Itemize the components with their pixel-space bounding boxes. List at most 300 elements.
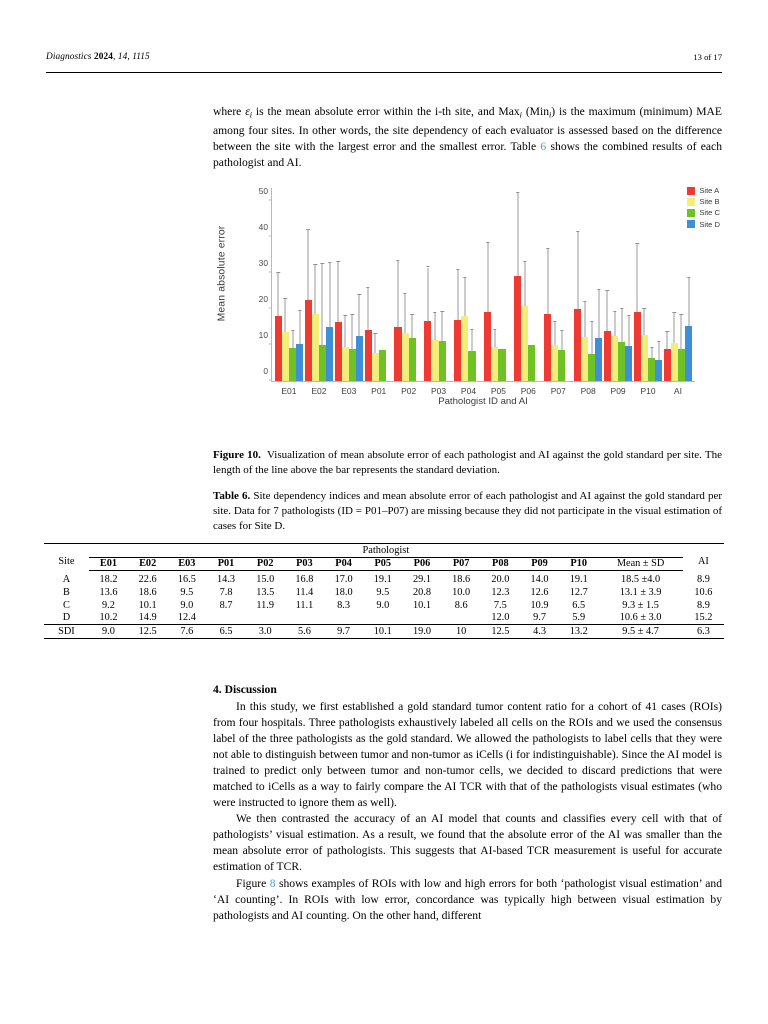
bar-group <box>454 188 484 396</box>
bar-site-c <box>439 341 446 381</box>
bar-groups <box>272 188 695 396</box>
figure-10 <box>213 182 722 414</box>
x-axis-tick-label: P08 <box>580 386 596 396</box>
error-bar <box>517 193 518 276</box>
legend-swatch-icon <box>687 187 695 195</box>
bar-site-a <box>604 331 611 381</box>
bar-site-d <box>655 360 662 381</box>
table-header-col-e02: E02 <box>128 557 167 571</box>
bar-slot <box>439 188 446 381</box>
error-bar-cap <box>590 321 593 322</box>
bar-site-c <box>498 349 505 381</box>
y-axis-tick-mark <box>269 236 272 237</box>
table-header-group-row <box>44 544 724 558</box>
bar-slot <box>335 188 342 381</box>
bar-slot <box>544 188 551 381</box>
bar-slot <box>275 188 282 381</box>
bar-slot <box>506 188 513 381</box>
bar-site-b <box>581 337 588 381</box>
bar-slot <box>641 188 648 381</box>
y-axis-tick-label: 0 <box>263 366 268 376</box>
table-header-site: Site <box>44 544 89 571</box>
x-axis-tick-label: E01 <box>281 386 297 396</box>
error-bar <box>621 309 622 342</box>
journal-year: 2024 <box>93 52 113 62</box>
table-cell-sdi-value: 10.1 <box>363 625 402 639</box>
table-cell-sdi-value: 13.2 <box>559 625 598 639</box>
table-header-col-p01: P01 <box>206 557 245 571</box>
error-bar-cap <box>643 308 646 309</box>
bar-group <box>573 188 603 396</box>
error-bar-cap <box>321 263 324 264</box>
table-cell-value: 18.0 <box>334 587 353 599</box>
journal-article: 1115 <box>132 52 150 62</box>
table-cell-ai: 8.9 <box>696 574 710 586</box>
error-bar-cap <box>597 289 600 290</box>
error-bar-cap <box>307 229 310 230</box>
bar-group <box>483 188 513 396</box>
error-bar <box>472 330 473 352</box>
error-bar-cap <box>636 243 639 244</box>
table-cell-site: C <box>63 599 70 611</box>
x-axis-tick-label: P09 <box>610 386 626 396</box>
error-bar-cap <box>673 312 676 313</box>
error-bar <box>359 295 360 336</box>
table-cell-value: 10.1 <box>138 599 157 611</box>
table-cell-value: 7.8 <box>219 587 233 599</box>
error-bar-cap <box>291 330 294 331</box>
table-cell-value: 7.5 <box>493 599 507 611</box>
error-bar-cap <box>351 314 354 315</box>
bar-slot <box>565 188 572 381</box>
y-axis-tick-label: 20 <box>258 294 268 305</box>
error-bar-cap <box>553 321 556 322</box>
error-bar-cap <box>277 272 280 273</box>
discussion-paragraph-3 <box>213 876 722 924</box>
bar-site-c <box>528 345 535 381</box>
bar-site-a <box>424 321 431 381</box>
bar-site-d <box>595 338 602 381</box>
bar-site-a <box>634 312 641 381</box>
bar-group <box>424 188 454 396</box>
x-axis-tick-label: E02 <box>311 386 327 396</box>
discussion-section <box>213 683 722 924</box>
error-bar <box>368 288 369 330</box>
legend-item <box>687 197 720 206</box>
error-bar-cap <box>396 260 399 261</box>
table-header-col-p05: P05 <box>363 557 402 571</box>
table-cell-value: 12.6 <box>530 587 549 599</box>
table-cell-value: 14.3 <box>217 574 236 586</box>
error-bar <box>667 332 668 349</box>
bar-slot <box>588 188 595 381</box>
error-bar-cap <box>470 329 473 330</box>
discussion-paragraph-2: We then contrasted the accuracy of an AI model that counts and classifies every cell with that of pathologists’ visual estimation. As a result, we found that the absolute error of the AI was smaller than the mean absolute error of pathologists. This suggests that AI-based TCR measurement is useful for accurate estimation of TCR. <box>213 812 722 874</box>
bar-slot <box>305 188 312 381</box>
legend-item <box>687 220 720 229</box>
bar-site-d <box>685 326 692 381</box>
error-bar <box>598 290 599 338</box>
error-bar-cap <box>620 308 623 309</box>
plot-area <box>258 186 695 396</box>
y-axis-tick-label: 40 <box>258 222 268 233</box>
figure-8-crossref-link[interactable]: 8 <box>269 876 276 890</box>
table-cell-value <box>324 611 363 624</box>
bar-group <box>334 188 364 396</box>
table-cell-value: 18.6 <box>138 587 157 599</box>
table-cell-value <box>442 611 481 624</box>
bar-site-b <box>402 333 409 382</box>
bar-site-c <box>618 342 625 381</box>
table-cell-value: 11.1 <box>295 599 314 611</box>
section-heading-discussion: 4. Discussion <box>213 683 277 696</box>
journal-citation: Diagnostics 2024, 14, 1115 <box>46 52 150 62</box>
table-cell-sdi-value: 3.0 <box>246 625 285 639</box>
bar-site-c <box>588 354 595 381</box>
bar-slot <box>326 188 333 381</box>
table-cell-site: D <box>62 612 71 624</box>
bar-site-c <box>648 358 655 381</box>
bar-slot <box>648 188 655 381</box>
figure-10-caption <box>213 448 722 478</box>
error-bar-cap <box>583 301 586 302</box>
table-cell-value: 8.3 <box>337 599 351 611</box>
x-axis-tick-label: P05 <box>490 386 506 396</box>
bar-site-b <box>641 335 648 381</box>
x-axis-tick-label: P02 <box>401 386 417 396</box>
table-header-col-e03: E03 <box>167 557 206 571</box>
error-bar <box>561 331 562 350</box>
y-axis-tick-mark <box>269 308 272 309</box>
error-bar <box>292 331 293 348</box>
table-cell-value <box>246 611 285 624</box>
table-cell-value: 16.5 <box>177 574 196 586</box>
y-axis-tick-label: 50 <box>258 186 268 197</box>
bar-slot <box>349 188 356 381</box>
bar-slot <box>491 188 498 381</box>
y-axis-tick-mark <box>269 380 272 381</box>
bar-group <box>304 188 334 396</box>
table-bottom-rule-cell <box>44 638 724 640</box>
bar-slot <box>551 188 558 381</box>
bar-slot <box>416 188 423 381</box>
bar-slot <box>342 188 349 381</box>
table-cell-value: 10.0 <box>452 587 471 599</box>
error-bar <box>688 278 689 327</box>
error-bar <box>285 299 286 332</box>
bar-slot <box>282 188 289 381</box>
x-axis-tick-label: P06 <box>520 386 536 396</box>
error-bar <box>457 270 458 320</box>
bar-slot <box>521 188 528 381</box>
error-bar <box>278 273 279 315</box>
bar-site-b <box>491 347 498 381</box>
table-cell-value: 6.5 <box>572 599 586 611</box>
intro-text-5: shows the combined results of each pathologist and AI. <box>213 140 722 170</box>
bar-group <box>274 188 304 396</box>
bar-slot <box>604 188 611 381</box>
table-cell-sdi-value: 4.3 <box>520 625 559 639</box>
table-cell-value: 9.5 <box>376 587 390 599</box>
x-axis-tick-label: AI <box>673 386 682 396</box>
bar-slot <box>296 188 303 381</box>
table-row-sdi <box>44 625 724 639</box>
table-cell-value <box>206 611 245 624</box>
bar-slot <box>655 188 662 381</box>
journal-name: Diagnostics <box>46 52 92 62</box>
error-bar-cap <box>546 248 549 249</box>
error-bar <box>329 263 330 328</box>
bar-slot <box>424 188 431 381</box>
bar-site-a <box>365 330 372 381</box>
bar-site-c <box>319 345 326 381</box>
bar-slot <box>664 188 671 381</box>
table-cell-value: 14.0 <box>530 574 549 586</box>
legend-label: Site C <box>699 208 720 218</box>
y-axis-label: Mean absolute error <box>216 225 228 322</box>
bar-site-b <box>521 306 528 381</box>
error-bar <box>442 312 443 341</box>
error-bar-cap <box>650 347 653 348</box>
table-header-columns-row <box>44 557 724 571</box>
error-bar-cap <box>627 315 630 316</box>
error-bar-cap <box>336 261 339 262</box>
bar-group <box>543 188 573 396</box>
legend-swatch-icon <box>687 220 695 228</box>
table-cell-ai: 15.2 <box>694 612 713 624</box>
bar-group <box>394 188 424 396</box>
table-cell-value: 22.6 <box>138 574 157 586</box>
table-cell-ai: 10.6 <box>694 587 713 599</box>
table-cell-value: 15.0 <box>256 574 275 586</box>
table-header-col-p08: P08 <box>481 557 520 571</box>
intro-text-4: ) is the maximum (minimum) MAE among four sites. In other words, the site dependency of each evaluator is assessed based on the difference between the site with the largest error and the smallest error. Table <box>213 105 722 154</box>
error-bar-cap <box>486 242 489 243</box>
table-cell-mean-sd: 13.1 ± 3.9 <box>619 587 662 599</box>
error-bar <box>487 243 488 312</box>
bar-site-a <box>305 300 312 381</box>
intro-text-2: is the mean absolute error within the i-th site, and Max <box>252 105 520 118</box>
error-bar <box>681 315 682 349</box>
error-bar <box>375 334 376 353</box>
table-cell-sdi-ai: 6.3 <box>683 625 724 639</box>
table-row <box>44 611 724 624</box>
bar-slot <box>461 188 468 381</box>
table-header-col-e01: E01 <box>89 557 128 571</box>
error-bar <box>412 315 413 339</box>
error-bar-cap <box>516 192 519 193</box>
x-axis-tick-label: P04 <box>460 386 477 396</box>
running-header <box>46 52 722 62</box>
chart-legend <box>687 186 720 229</box>
error-bar-cap <box>657 341 660 342</box>
table-header-pathologist-group: Pathologist <box>89 544 683 558</box>
bar-site-c <box>289 348 296 381</box>
bar-slot <box>446 188 453 381</box>
table-cell-value: 10.2 <box>99 612 118 624</box>
table-6-wrapper <box>44 543 724 640</box>
y-axis-tick-mark <box>269 200 272 201</box>
table-6-label: Table 6. <box>213 490 251 502</box>
table-cell-value: 12.4 <box>177 612 196 624</box>
table-cell-site: B <box>63 587 70 599</box>
table-cell-value: 9.7 <box>533 612 546 624</box>
bar-slot <box>394 188 401 381</box>
epsilon-symbol: ε <box>245 105 250 118</box>
bar-site-d <box>326 327 333 381</box>
bar-site-d <box>296 344 303 381</box>
error-bar <box>628 316 629 346</box>
legend-swatch-icon <box>687 198 695 206</box>
bar-site-c <box>349 349 356 381</box>
bar-group <box>633 188 663 396</box>
y-axis-tick-mark <box>269 272 272 273</box>
error-bar-cap <box>314 264 317 265</box>
bar-site-b <box>461 316 468 381</box>
bar-site-c <box>558 350 565 381</box>
table-cell-value: 18.6 <box>452 574 471 586</box>
table-row <box>44 586 724 599</box>
x-axis-tick-label: P10 <box>640 386 656 396</box>
table-cell-value: 19.1 <box>373 574 392 586</box>
bar-site-a <box>664 349 671 381</box>
bar-site-c <box>678 349 685 381</box>
table-header-col-p07: P07 <box>442 557 481 571</box>
table-cell-value <box>285 611 324 624</box>
table-cell-sdi-value: 12.5 <box>481 625 520 639</box>
error-bar <box>338 262 339 321</box>
bar-site-c <box>468 351 475 381</box>
table-caption-block <box>213 489 722 535</box>
x-axis-tick-label: P03 <box>431 386 447 396</box>
table-6-caption <box>213 489 722 535</box>
error-bar <box>398 261 399 327</box>
legend-label: Site B <box>699 197 720 207</box>
error-bar-cap <box>358 294 361 295</box>
error-bar <box>637 244 638 313</box>
bar-slot <box>678 188 685 381</box>
table-header-col-p09: P09 <box>520 557 559 571</box>
bar-group <box>513 188 543 396</box>
error-bar <box>644 309 645 336</box>
max-subscript: i <box>519 110 522 120</box>
bar-slot <box>476 188 483 381</box>
error-bar-cap <box>463 277 466 278</box>
error-bar <box>464 278 465 316</box>
error-bar-cap <box>298 310 301 311</box>
table-header-col-p04: P04 <box>324 557 363 571</box>
table-cell-sdi-label: SDI <box>44 625 89 639</box>
bar-slot <box>454 188 461 381</box>
error-bar-cap <box>523 261 526 262</box>
bar-slot <box>319 188 326 381</box>
bar-site-b <box>551 345 558 381</box>
error-bar <box>577 232 578 310</box>
error-bar <box>308 230 309 300</box>
x-axis-tick-label: E03 <box>341 386 357 396</box>
error-bar <box>435 313 436 340</box>
bar-slot <box>402 188 409 381</box>
table-cell-value <box>402 611 441 624</box>
table-cell-value: 16.8 <box>295 574 314 586</box>
error-bar-cap <box>433 312 436 313</box>
bar-site-b <box>611 336 618 381</box>
intro-paragraph-block <box>213 104 722 171</box>
table-cell-value: 20.0 <box>491 574 510 586</box>
error-bar <box>658 342 659 360</box>
page-number: 13 of 17 <box>693 52 722 62</box>
bar-group <box>364 188 394 396</box>
error-bar-cap <box>440 311 443 312</box>
bar-slot <box>498 188 505 381</box>
table-cell-value: 13.5 <box>256 587 275 599</box>
table-cell-sdi-mean-sd: 9.5 ± 4.7 <box>598 625 683 639</box>
table-cell-value: 9.0 <box>376 599 390 611</box>
bar-chart <box>213 182 722 414</box>
table-header-col-p03: P03 <box>285 557 324 571</box>
error-bar-cap <box>456 269 459 270</box>
bar-slot <box>289 188 296 381</box>
x-axis-label: Pathologist ID and AI <box>438 396 528 407</box>
error-bar-cap <box>284 298 287 299</box>
error-bar-cap <box>328 262 331 263</box>
table-cell-value <box>363 611 402 624</box>
bar-slot <box>618 188 625 381</box>
table-header-col-p06: P06 <box>402 557 441 571</box>
bar-slot <box>528 188 535 381</box>
table-cell-mean-sd: 9.3 ± 1.5 <box>622 599 659 611</box>
bar-slot <box>535 188 542 381</box>
table-cell-value: 11.9 <box>256 599 275 611</box>
error-bar <box>614 312 615 336</box>
table-cell-site: A <box>62 574 71 586</box>
discussion-p3-text-a: Figure <box>236 876 270 890</box>
bar-slot <box>386 188 393 381</box>
table-cell-value: 14.9 <box>138 612 157 624</box>
min-subscript: i <box>549 110 552 120</box>
bar-site-a <box>394 327 401 381</box>
bar-site-c <box>379 350 386 381</box>
bar-site-b <box>312 314 319 381</box>
table-row <box>44 574 724 587</box>
intro-text-3: (Min <box>521 105 550 118</box>
table-cell-value: 17.0 <box>334 574 353 586</box>
table-cell-sdi-value: 9.7 <box>324 625 363 639</box>
x-axis-tick-label: P07 <box>550 386 566 396</box>
journal-volume: 14 <box>117 52 128 62</box>
y-axis-tick-label: 30 <box>258 258 268 269</box>
error-bar <box>315 265 316 315</box>
figure-10-label: Figure 10. <box>213 449 261 461</box>
bar-slot <box>409 188 416 381</box>
bar-slot <box>611 188 618 381</box>
error-bar-cap <box>576 231 579 232</box>
error-bar <box>352 315 353 348</box>
legend-item <box>687 208 720 217</box>
table-header-ai: AI <box>683 544 724 571</box>
table-cell-value: 19.1 <box>569 574 588 586</box>
table-cell-value: 11.4 <box>295 587 314 599</box>
table-6-crossref-link[interactable]: 6 <box>540 140 547 154</box>
table-cell-value: 10.9 <box>530 599 549 611</box>
table-cell-mean-sd: 10.6 ± 3.0 <box>619 612 662 624</box>
bar-site-b <box>282 332 289 381</box>
error-bar <box>427 268 428 321</box>
bar-site-a <box>514 276 521 381</box>
table-cell-value: 8.7 <box>219 599 233 611</box>
error-bar-cap <box>344 315 347 316</box>
table-cell-ai: 8.9 <box>696 599 710 611</box>
